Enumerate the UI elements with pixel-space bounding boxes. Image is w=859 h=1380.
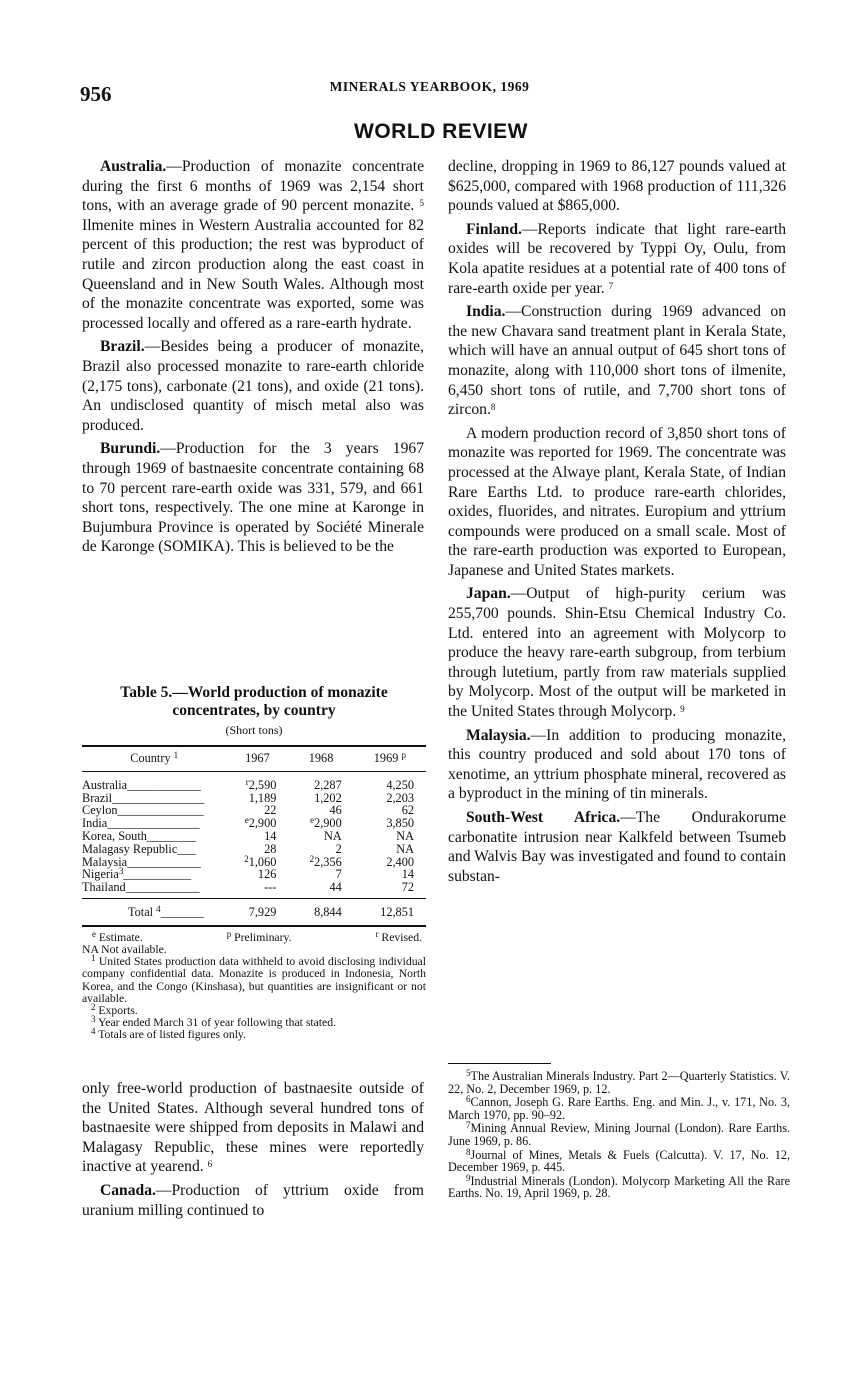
lead-australia: Australia.: [100, 158, 167, 175]
paragraph-brazil: [82, 337, 424, 435]
paragraph-india-record: A modern production record of 3,850 short tons of monazite was reported for 1969. The concentrate was processed at the Alwaye plant, Kerala State, of Indian Rare Earths Ltd. to produce rare-earth chlorides, oxides, fluorides, and nitrates. Europium and yttrium compounds were produced on a small scale. Most of the rare-earth production was exported to European, Japanese and United States markets.: [448, 424, 786, 579]
value: NA: [396, 841, 414, 856]
leader-dots: ___: [177, 841, 196, 856]
cell-1968: [288, 830, 353, 843]
country-name: Nigeria: [82, 867, 119, 882]
footnote: [448, 1070, 790, 1095]
table-notes: [82, 928, 426, 1042]
footnote-ref: 5: [419, 198, 424, 209]
cell-1967: [226, 868, 288, 881]
value: 72: [401, 880, 414, 895]
running-head: MINERALS YEARBOOK, 1969: [329, 79, 530, 94]
value: 2,356: [314, 854, 342, 869]
footnote-text: Cannon, Joseph G. Rare Earths. Eng. and Min. J., v. 171, No. 3, March 1970, pp. 90–92.: [448, 1095, 790, 1122]
legend-mark: p: [226, 928, 232, 939]
footnote-ref: 3: [118, 866, 124, 877]
lead-burundi: Burundi.: [100, 440, 161, 458]
legend-text: Revised.: [381, 930, 422, 944]
header-label: Country: [130, 751, 171, 765]
cell-1969: [354, 881, 426, 898]
cell-1967: [226, 771, 288, 791]
country-name: Korea, South: [82, 828, 147, 843]
value-flag: e: [244, 815, 249, 826]
monazite-production-table: [82, 745, 426, 927]
lead-india: India.: [466, 303, 506, 321]
cell-1967: [226, 881, 288, 898]
lead-south-west-africa: South-West Africa.: [466, 809, 621, 826]
cell-total-1968: 8,844: [288, 898, 353, 925]
paragraph-text: —Reports indicate that light rare-earth oxides will be recovered by Typpi Oy, Oulu, from Kola apatite residues at a potential rate of 400 tons of rare-earth oxide per year.: [448, 220, 786, 297]
legend-mark: e: [92, 928, 96, 939]
footnote-ref: 7: [608, 280, 614, 291]
paragraph-text: —Production for the 3 years 1967 through 1969 of bastnaesite concentrate containing 68 to 70 percent rare-earth oxide was 331, 579, and 661 short tons, respectively. The one mine at Karonge in Bujumbura Province is operated by Société Minerale de Karonge (SOMIKA). This is believed to be the: [82, 440, 424, 556]
legend-text: Preliminary.: [234, 930, 292, 944]
na-note: NA Not available.: [82, 942, 167, 956]
value: 14: [401, 867, 414, 882]
country-name: Malaysia: [82, 854, 128, 869]
header-1969: [354, 746, 426, 771]
footnote-ref: 4: [156, 903, 161, 914]
note-ref: 2: [91, 1001, 96, 1012]
value: 2: [335, 841, 342, 856]
left-column-upper: [82, 157, 424, 561]
cell-1968: [288, 792, 353, 805]
footnote-number: 7: [466, 1120, 471, 1131]
cell-1968: [288, 881, 353, 898]
section-title: WORLD REVIEW: [354, 120, 528, 143]
table-row: [82, 881, 426, 898]
value: 14: [264, 828, 277, 843]
paragraph-japan: [448, 584, 786, 721]
lead-finland: Finland.: [466, 220, 522, 238]
cell-1967: [226, 792, 288, 805]
leader-dots: ____________: [127, 854, 201, 869]
note-text: Year ended March 31 of year following that stated.: [98, 1016, 337, 1030]
paragraph-text: —Besides being a producer of monazite, Brazil also processed monazite to rare-earth chloride (2,175 tons), carbonate (21 tons), and oxide (21 tons). An undisclosed quantity of misch metal also was produced.: [82, 338, 424, 434]
footnote-text: The Australian Minerals Industry. Part 2—Quarterly Statistics. V. 22, No. 2, December 1969, p. 12.: [448, 1069, 790, 1096]
table-note: [82, 953, 426, 1005]
leader-dots: ________: [146, 828, 197, 843]
value: 62: [401, 803, 414, 818]
cell-total-label: [82, 898, 226, 925]
right-column: [448, 157, 786, 890]
value: 3,850: [386, 816, 414, 831]
footnote: [448, 1172, 790, 1201]
header-country: [82, 746, 226, 771]
legend-mark: r: [375, 928, 379, 939]
note-ref: 1: [91, 953, 96, 964]
cell-1968: [288, 868, 353, 881]
table-row: [82, 771, 426, 791]
value: 44: [329, 880, 342, 895]
paragraph-text: —Construction during 1969 advanced on the new Chavara sand treatment plant in Kerala State, which will have an annual output of 645 short tons of monazite, along with 110,000 short tons of ilmenite, 6,450 short tons of rutile, and 7,700 short tons of zircon.: [448, 303, 786, 419]
cell-country: [82, 881, 226, 898]
country-name: India: [82, 816, 108, 831]
country-name: Malagasy Republic: [82, 841, 178, 856]
cell-1968: [288, 853, 353, 869]
cell-1967: [226, 830, 288, 843]
footnote: [448, 1146, 790, 1175]
header-1967: 1967: [226, 746, 288, 771]
footnote-number: 8: [466, 1146, 471, 1157]
value: NA: [323, 828, 342, 843]
footnote: [448, 1096, 790, 1121]
country-name: Ceylon: [82, 803, 118, 818]
footnote: [448, 1122, 790, 1147]
paragraph-text: —Production of yttrium oxide from uranium milling continued to: [82, 1181, 424, 1219]
cell-1969: [354, 817, 426, 830]
value: 126: [257, 867, 277, 882]
value: 7: [335, 867, 342, 882]
value: NA: [396, 828, 414, 843]
cell-1968: [288, 771, 353, 791]
table-title: [82, 684, 426, 720]
cell-country: [82, 771, 226, 791]
paragraph-text: only free-world production of bastnaesite outside of the United States. Although several hundred tons of bastnaesite were shipped from deposits in Malawi and Malagasy Republic, these mines were reportedly inactive at yearend.: [82, 1080, 424, 1176]
page-number: 956: [80, 82, 112, 106]
table-5: [82, 684, 426, 1042]
value: 1,060: [248, 854, 277, 869]
legend-text: Estimate.: [98, 930, 143, 944]
flag-preliminary: p: [401, 750, 406, 760]
value: 4,250: [386, 777, 414, 792]
total-label: Total: [128, 904, 154, 919]
cell-1969: [354, 771, 426, 791]
value: 2,203: [386, 790, 414, 805]
leader-dots: ____________: [127, 777, 201, 792]
leader-dots: ____________: [125, 880, 200, 895]
legend-revised: [375, 928, 422, 944]
cell-1969: [354, 856, 426, 869]
footnote-ref: 9: [680, 704, 685, 715]
value: 2,590: [248, 777, 277, 792]
value-flag: r: [245, 776, 249, 787]
country-name: Brazil: [82, 790, 113, 805]
leader-dots: ______________: [117, 803, 204, 818]
value: 2,900: [248, 816, 277, 831]
cell-total-1967: 7,929: [226, 898, 288, 925]
leader-dots: _______: [160, 904, 204, 919]
cell-1969: [354, 830, 426, 843]
footnote-number: 5: [466, 1068, 471, 1078]
paragraph-text: —Production of monazite concentrate during the first 6 months of 1969 was 2,154 short tons, with an average grade of 90 percent monazite.: [82, 158, 424, 215]
table-notes-list: [82, 953, 426, 1042]
value: 1,189: [248, 790, 277, 805]
paragraph-burundi-continued: [82, 1079, 424, 1177]
note-text: Totals are of listed figures only.: [98, 1028, 246, 1042]
legend-preliminary: [226, 928, 292, 944]
paragraph-finland: [448, 220, 786, 298]
value: 22: [264, 803, 277, 818]
paragraph-text: —In addition to producing monazite, this country produced and sold about 170 tons of xenotime, an yttrium phosphate mineral, recovered as a byproduct in the mining of tin minerals.: [448, 726, 786, 803]
table-title-line: concentrates, by country: [172, 702, 336, 719]
cell-1967: [226, 817, 288, 830]
paragraph-australia: [82, 157, 424, 333]
table-note: [82, 1026, 426, 1042]
paragraph-malaysia: [448, 726, 786, 804]
footnote-number: 9: [466, 1172, 471, 1183]
value: 28: [264, 841, 277, 856]
footnote-ref: 6: [207, 1159, 213, 1170]
value: 2,287: [314, 777, 342, 792]
table-title-line: Table 5.—World production of monazite: [120, 684, 388, 701]
value-flag: e: [310, 815, 315, 826]
lead-brazil: Brazil.: [100, 338, 145, 356]
lead-japan: Japan.: [466, 585, 511, 603]
footnote-number: 6: [466, 1094, 471, 1105]
leader-dots: _______________: [107, 816, 200, 831]
footnote-text: Mining Annual Review, Mining Journal (London). Rare Earths. June 1969, p. 86.: [448, 1121, 790, 1148]
note-ref: 3: [91, 1014, 96, 1025]
note-ref: 4: [91, 1026, 96, 1037]
paragraph-text: —Output of high-purity cerium was 255,700 pounds. Shin-Etsu Chemical Industry Co. Ltd. entered into an agreement with Molycorp to produce the heavy rare-earth subgroup, from terbium through lutetium, partly from raw materials supplied by Molycorp. Most of the output will be marketed in the United States through Molycorp.: [448, 585, 786, 721]
cell-total-1969: 12,851: [354, 898, 426, 925]
value: 2,400: [386, 854, 414, 869]
lead-malaysia: Malaysia.: [466, 726, 531, 744]
footnote-ref: 8: [490, 402, 496, 413]
left-column-lower: [82, 1079, 424, 1224]
footnote-ref: 1: [173, 750, 179, 760]
value-flag: 2: [309, 853, 315, 864]
value: ---: [264, 880, 277, 895]
leader-dots: ___________: [123, 867, 192, 882]
cell-1969: [354, 868, 426, 881]
table-total-row: [82, 898, 426, 925]
value-flag: 2: [244, 853, 249, 864]
footnote-text: Industrial Minerals (London). Molycorp Marketing All the Rare Earths. No. 19, April 1969, p. 28.: [448, 1173, 790, 1201]
footnotes: [448, 1070, 790, 1201]
paragraph-canada: [82, 1181, 424, 1220]
note-text: United States production data withheld to avoid disclosing individual company confidential data. Monazite is produced in Indonesia, North Korea, and the Congo (Kinshasa), but quantities are insignificant or not available.: [82, 955, 426, 1005]
lead-canada: Canada.: [100, 1181, 156, 1199]
header-label: 1969: [373, 751, 399, 765]
footnote-text: Journal of Mines, Metals & Fuels (Calcutta). V. 17, No. 12, December 1969, p. 445.: [448, 1147, 790, 1175]
paragraph-text: —The Ondurakorume carbonatite intrusion near Kalkfeld between Tsumeb and Walvis Bay was investigated and found to contain substan-: [448, 809, 786, 885]
paragraph-canada-continued: decline, dropping in 1969 to 86,127 pounds valued at $625,000, compared with 1968 production of 111,326 pounds valued at $865,000.: [448, 158, 786, 215]
value: 46: [329, 803, 342, 818]
table-body: [82, 771, 426, 925]
country-name: Thailand: [82, 880, 126, 895]
cell-1968: [288, 817, 353, 830]
leader-dots: _______________: [112, 790, 205, 805]
table-unit: (Short tons): [225, 723, 283, 737]
value: 2,900: [314, 816, 342, 831]
paragraph-burundi: [82, 439, 424, 557]
value: 1,202: [314, 790, 342, 805]
paragraph-text: Ilmenite mines in Western Australia accounted for 82 percent of this production; the rest was byproduct of rutile and zircon production along the east coast in Queensland and in New South Wales. Although most of the monazite concentrate was exported, some was processed locally and offered as a rare-earth hydrate.: [82, 216, 424, 332]
header-1968: 1968: [288, 746, 353, 771]
country-name: Australia: [82, 777, 128, 792]
footnote-rule: [448, 1063, 551, 1064]
paragraph-india: [448, 302, 786, 420]
note-text: Exports.: [98, 1003, 138, 1017]
cell-1969: [354, 792, 426, 805]
paragraph-south-west-africa: [448, 808, 786, 886]
